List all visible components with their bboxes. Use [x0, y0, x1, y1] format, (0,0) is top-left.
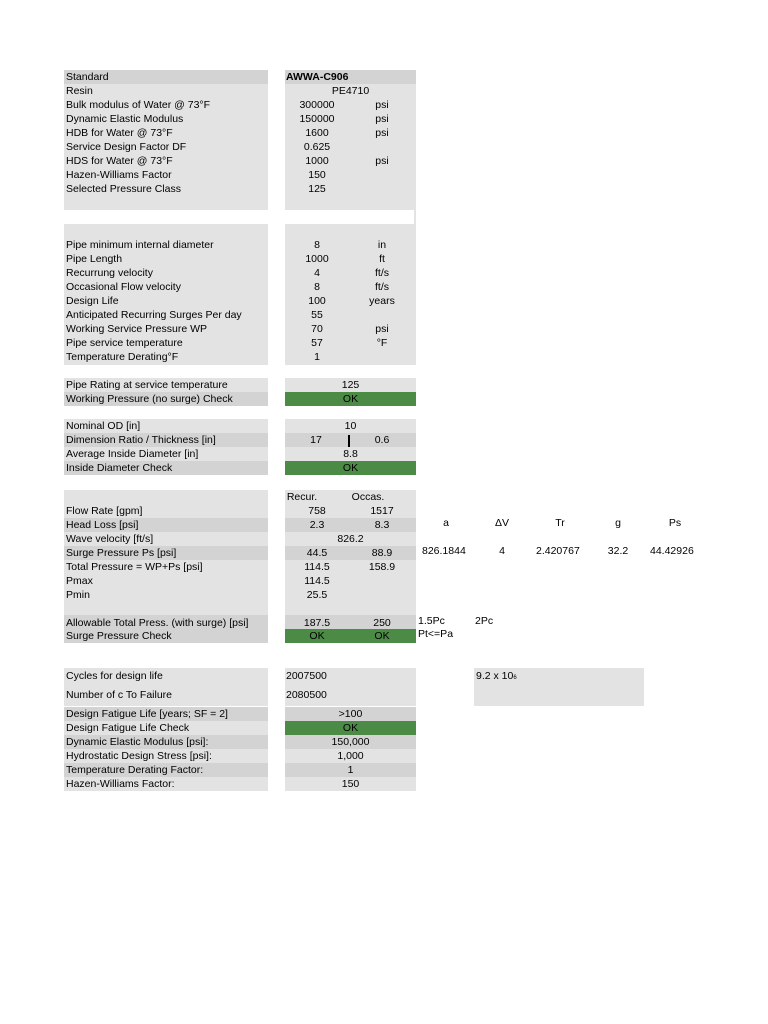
inside-diameter-check-label: Inside Diameter Check	[66, 462, 173, 474]
pressure-class-label: Selected Pressure Class	[66, 183, 181, 195]
working-pressure-value: 70	[311, 323, 323, 335]
side-header-g: g	[615, 517, 621, 529]
temperature-derating-value: 1	[314, 351, 320, 363]
pipe-length-value: 1000	[305, 253, 329, 265]
side-header-ps: Ps	[668, 517, 682, 529]
pressure-class-value: 125	[308, 183, 326, 195]
min-internal-diameter-value: 8	[314, 239, 320, 251]
cycles-to-failure-value: 2080500	[286, 689, 327, 701]
flow-rate-label: Flow Rate [gpm]	[66, 505, 143, 517]
note-pt-pa: Pt<=Pa	[418, 628, 454, 640]
hds-unit: psi	[375, 155, 389, 167]
hdb-label: HDB for Water @ 73°F	[66, 127, 173, 139]
pipe-rating-value: 125	[341, 379, 360, 391]
temp-derating-factor-label: Temperature Derating Factor:	[66, 764, 204, 776]
design-factor-value: 0.625	[303, 141, 331, 153]
hdb-unit: psi	[375, 127, 389, 139]
allowable-pressure-recur: 187.5	[303, 617, 331, 629]
fatigue-side-note	[476, 670, 517, 685]
side-value-a: 826.1844	[422, 545, 466, 557]
fatigue-side-exponent: 6	[513, 675, 517, 681]
design-life-unit: years	[369, 295, 395, 307]
side-value-tr: 2.420767	[536, 545, 580, 557]
wave-velocity-label: Wave velocity [ft/s]	[66, 533, 154, 545]
side-value-ps: 44.42926	[650, 545, 694, 557]
surge-pressure-recur: 44.5	[306, 547, 328, 559]
design-life-value: 100	[308, 295, 326, 307]
allowable-pressure-occas: 250	[373, 617, 391, 629]
head-loss-label: Head Loss [psi]	[66, 519, 139, 531]
pmin-value: 25.5	[306, 589, 328, 601]
pipe-length-unit: ft	[379, 253, 385, 265]
working-pressure-label: Working Service Pressure WP	[66, 323, 208, 335]
nominal-od-value: 10	[344, 420, 357, 432]
dimension-ratio-label: Dimension Ratio / Thickness [in]	[66, 434, 216, 446]
pipe-rating-label: Pipe Rating at service temperature	[66, 379, 228, 391]
note-2pc: 2Pc	[475, 615, 494, 627]
cycles-design-life-value: 2007500	[286, 670, 327, 682]
cycles-to-failure-label: Number of c To Failure	[66, 689, 173, 701]
recurring-velocity-value: 4	[314, 267, 320, 279]
hds-value: 1000	[305, 155, 329, 167]
temp-derating-factor-value: 1	[347, 764, 354, 776]
recurring-surges-value: 55	[311, 309, 323, 321]
hydrostatic-stress-label: Hydrostatic Design Stress [psi]:	[66, 750, 212, 762]
working-pressure-check-label: Working Pressure (no surge) Check	[66, 393, 233, 405]
recurring-velocity-unit: ft/s	[374, 267, 389, 279]
fatigue-hw-factor-label: Hazen-Williams Factor:	[66, 778, 175, 790]
hydrostatic-stress-value: 1,000	[337, 750, 364, 762]
service-temperature-value: 57	[311, 337, 323, 349]
surge-check-occas: OK	[374, 630, 390, 642]
working-pressure-unit: psi	[375, 323, 389, 335]
side-header-a: a	[443, 517, 449, 529]
surge-pressure-occas: 88.9	[371, 547, 393, 559]
occasional-velocity-label: Occasional Flow velocity	[66, 281, 181, 293]
fatigue-life-check-label: Design Fatigue Life Check	[66, 722, 190, 734]
bulk-modulus-value: 300000	[299, 99, 335, 111]
surge-pressure-label: Surge Pressure Ps [psi]	[66, 547, 177, 559]
fatigue-life-check-value: OK	[342, 722, 359, 734]
min-internal-diameter-label: Pipe minimum internal diameter	[66, 239, 214, 251]
design-factor-label: Service Design Factor DF	[66, 141, 187, 153]
flow-rate-occas: 1517	[370, 505, 394, 517]
resin-label: Resin	[66, 85, 93, 97]
standard-label: Standard	[66, 71, 109, 83]
dynamic-elastic-modulus-value: 150000	[299, 113, 335, 125]
wave-velocity-value: 826.2	[337, 533, 364, 545]
working-pressure-check-value: OK	[342, 393, 359, 405]
nominal-od-label: Nominal OD [in]	[66, 420, 141, 432]
occasional-velocity-unit: ft/s	[374, 281, 389, 293]
occas-header: Occas.	[351, 491, 385, 503]
hazen-williams-value: 150	[308, 169, 326, 181]
fatigue-life-label: Design Fatigue Life [years; SF = 2]	[66, 708, 228, 720]
min-internal-diameter-unit: in	[377, 239, 387, 251]
inside-diameter-check-value: OK	[342, 462, 359, 474]
fatigue-hw-factor-value: 150	[341, 778, 360, 790]
side-value-dv: 4	[499, 545, 505, 557]
surge-check-label: Surge Pressure Check	[66, 630, 172, 642]
recurring-velocity-label: Recurrung velocity	[66, 267, 153, 279]
hdb-value: 1600	[305, 127, 329, 139]
total-pressure-label: Total Pressure = WP+Ps [psi]	[66, 561, 203, 573]
dynamic-elastic-modulus-label: Dynamic Elastic Modulus	[66, 113, 184, 125]
wall-thickness-value: 0.6	[374, 434, 390, 446]
pmax-value: 114.5	[304, 575, 330, 587]
head-loss-recur: 2.3	[309, 519, 325, 531]
flow-rate-recur: 758	[308, 505, 326, 517]
bulk-modulus-label: Bulk modulus of Water @ 73°F	[66, 99, 211, 111]
hds-label: HDS for Water @ 73°F	[66, 155, 173, 167]
head-loss-occas: 8.3	[374, 519, 390, 531]
dynamic-elastic-modulus-unit: psi	[375, 113, 389, 125]
surge-check-recur: OK	[309, 630, 325, 642]
total-pressure-occas: 158.9	[368, 561, 396, 573]
fatigue-dem-value: 150,000	[331, 736, 370, 748]
side-header-tr: Tr	[555, 517, 565, 529]
service-temperature-label: Pipe service temperature	[66, 337, 183, 349]
side-header-dv: ΔV	[494, 517, 510, 529]
pmax-label: Pmax	[66, 575, 93, 587]
average-inside-diameter-value: 8.8	[343, 448, 358, 460]
cycles-design-life-label: Cycles for design life	[66, 670, 163, 682]
resin-value: PE4710	[331, 85, 370, 97]
fatigue-side-base: 9.2 x 10	[476, 670, 514, 682]
temperature-derating-label: Temperature Derating°F	[66, 351, 179, 363]
pmin-label: Pmin	[66, 589, 90, 601]
fatigue-dem-label: Dynamic Elastic Modulus [psi]:	[66, 736, 209, 748]
average-inside-diameter-label: Average Inside Diameter [in]	[66, 448, 199, 460]
cell-divider	[348, 435, 350, 447]
service-temperature-unit: °F	[376, 337, 388, 349]
recur-header: Recur.	[286, 491, 318, 503]
hazen-williams-label: Hazen-Williams Factor	[66, 169, 172, 181]
note-1-5pc: 1.5Pc	[418, 615, 445, 627]
side-value-g: 32.2	[607, 545, 629, 557]
pipe-length-label: Pipe Length	[66, 253, 123, 265]
fatigue-life-value: >100	[338, 708, 363, 720]
recurring-surges-label: Anticipated Recurring Surges Per day	[66, 309, 242, 321]
occasional-velocity-value: 8	[314, 281, 320, 293]
total-pressure-recur: 114.5	[304, 561, 330, 573]
dimension-ratio-value: 17	[310, 434, 322, 446]
standard-value: AWWA-C906	[286, 71, 349, 83]
design-life-label: Design Life	[66, 295, 119, 307]
bulk-modulus-unit: psi	[375, 99, 389, 111]
allowable-pressure-label: Allowable Total Press. (with surge) [psi]	[66, 617, 249, 629]
